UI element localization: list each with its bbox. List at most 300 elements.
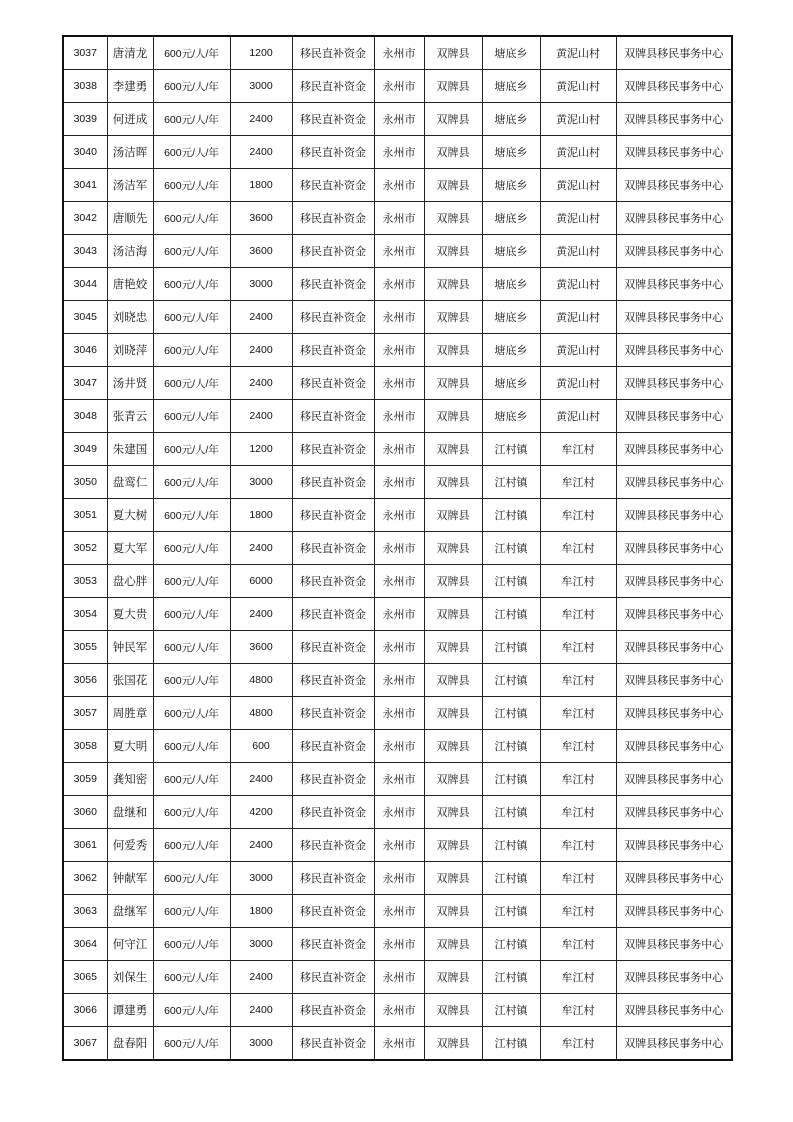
township-cell: 江村镇: [482, 1027, 540, 1061]
subsidy-amount-cell: 3000: [230, 928, 292, 961]
fund-type-cell: 移民直补资金: [292, 301, 374, 334]
city-cell: 永州市: [374, 829, 424, 862]
record-number-cell: 3037: [63, 36, 107, 70]
county-cell: 双牌县: [424, 103, 482, 136]
fund-type-cell: 移民直补资金: [292, 763, 374, 796]
county-cell: 双牌县: [424, 367, 482, 400]
county-cell: 双牌县: [424, 565, 482, 598]
record-number-cell: 3049: [63, 433, 107, 466]
person-name-cell: 盘春阳: [107, 1027, 153, 1061]
record-number-cell: 3047: [63, 367, 107, 400]
fund-type-cell: 移民直补资金: [292, 499, 374, 532]
agency-cell: 双牌县移民事务中心: [616, 895, 732, 928]
city-cell: 永州市: [374, 433, 424, 466]
agency-cell: 双牌县移民事务中心: [616, 400, 732, 433]
subsidy-amount-cell: 2400: [230, 367, 292, 400]
record-number-cell: 3054: [63, 598, 107, 631]
county-cell: 双牌县: [424, 763, 482, 796]
record-number-cell: 3067: [63, 1027, 107, 1061]
agency-cell: 双牌县移民事务中心: [616, 598, 732, 631]
fund-type-cell: 移民直补资金: [292, 895, 374, 928]
agency-cell: 双牌县移民事务中心: [616, 565, 732, 598]
record-number-cell: 3048: [63, 400, 107, 433]
subsidy-standard-cell: 600元/人/年: [153, 367, 230, 400]
subsidy-amount-cell: 4800: [230, 664, 292, 697]
subsidy-amount-cell: 4800: [230, 697, 292, 730]
township-cell: 江村镇: [482, 664, 540, 697]
fund-type-cell: 移民直补资金: [292, 36, 374, 70]
township-cell: 江村镇: [482, 994, 540, 1027]
fund-type-cell: 移民直补资金: [292, 532, 374, 565]
township-cell: 塘底乡: [482, 36, 540, 70]
fund-type-cell: 移民直补资金: [292, 697, 374, 730]
subsidy-standard-cell: 600元/人/年: [153, 862, 230, 895]
village-cell: 牟江村: [540, 598, 616, 631]
county-cell: 双牌县: [424, 730, 482, 763]
township-cell: 塘底乡: [482, 70, 540, 103]
county-cell: 双牌县: [424, 895, 482, 928]
township-cell: 江村镇: [482, 598, 540, 631]
subsidy-standard-cell: 600元/人/年: [153, 631, 230, 664]
table-row: [63, 235, 732, 268]
county-cell: 双牌县: [424, 862, 482, 895]
county-cell: 双牌县: [424, 796, 482, 829]
person-name-cell: 盘心胖: [107, 565, 153, 598]
record-number-cell: 3039: [63, 103, 107, 136]
person-name-cell: 张国花: [107, 664, 153, 697]
record-number-cell: 3050: [63, 466, 107, 499]
record-number-cell: 3056: [63, 664, 107, 697]
subsidy-standard-cell: 600元/人/年: [153, 928, 230, 961]
agency-cell: 双牌县移民事务中心: [616, 664, 732, 697]
village-cell: 黄泥山村: [540, 334, 616, 367]
subsidy-standard-cell: 600元/人/年: [153, 334, 230, 367]
subsidy-amount-cell: 1200: [230, 36, 292, 70]
record-number-cell: 3055: [63, 631, 107, 664]
table-row: [63, 103, 732, 136]
subsidy-standard-cell: 600元/人/年: [153, 829, 230, 862]
subsidy-standard-cell: 600元/人/年: [153, 268, 230, 301]
county-cell: 双牌县: [424, 631, 482, 664]
table-row: [63, 136, 732, 169]
agency-cell: 双牌县移民事务中心: [616, 367, 732, 400]
village-cell: 黄泥山村: [540, 301, 616, 334]
village-cell: 牟江村: [540, 565, 616, 598]
record-number-cell: 3038: [63, 70, 107, 103]
table-row: [63, 697, 732, 730]
agency-cell: 双牌县移民事务中心: [616, 136, 732, 169]
city-cell: 永州市: [374, 928, 424, 961]
subsidy-amount-cell: 2400: [230, 532, 292, 565]
county-cell: 双牌县: [424, 961, 482, 994]
table-row: [63, 631, 732, 664]
record-number-cell: 3045: [63, 301, 107, 334]
city-cell: 永州市: [374, 268, 424, 301]
table-row: [63, 367, 732, 400]
township-cell: 塘底乡: [482, 136, 540, 169]
subsidy-amount-cell: 3000: [230, 1027, 292, 1061]
county-cell: 双牌县: [424, 202, 482, 235]
fund-type-cell: 移民直补资金: [292, 1027, 374, 1061]
record-number-cell: 3066: [63, 994, 107, 1027]
table-row: [63, 202, 732, 235]
township-cell: 塘底乡: [482, 367, 540, 400]
agency-cell: 双牌县移民事务中心: [616, 796, 732, 829]
city-cell: 永州市: [374, 466, 424, 499]
agency-cell: 双牌县移民事务中心: [616, 301, 732, 334]
city-cell: 永州市: [374, 400, 424, 433]
subsidy-amount-cell: 1800: [230, 895, 292, 928]
fund-type-cell: 移民直补资金: [292, 829, 374, 862]
village-cell: 牟江村: [540, 928, 616, 961]
county-cell: 双牌县: [424, 1027, 482, 1061]
county-cell: 双牌县: [424, 169, 482, 202]
township-cell: 江村镇: [482, 961, 540, 994]
county-cell: 双牌县: [424, 433, 482, 466]
agency-cell: 双牌县移民事务中心: [616, 730, 732, 763]
county-cell: 双牌县: [424, 400, 482, 433]
township-cell: 江村镇: [482, 796, 540, 829]
agency-cell: 双牌县移民事务中心: [616, 961, 732, 994]
fund-type-cell: 移民直补资金: [292, 862, 374, 895]
subsidy-standard-cell: 600元/人/年: [153, 565, 230, 598]
city-cell: 永州市: [374, 664, 424, 697]
subsidy-standard-cell: 600元/人/年: [153, 994, 230, 1027]
table-row: [63, 895, 732, 928]
subsidy-amount-cell: 3000: [230, 862, 292, 895]
city-cell: 永州市: [374, 367, 424, 400]
record-number-cell: 3041: [63, 169, 107, 202]
fund-type-cell: 移民直补资金: [292, 796, 374, 829]
subsidy-standard-cell: 600元/人/年: [153, 169, 230, 202]
record-number-cell: 3052: [63, 532, 107, 565]
subsidy-amount-cell: 1800: [230, 499, 292, 532]
subsidy-amount-cell: 2400: [230, 301, 292, 334]
table-row: [63, 565, 732, 598]
subsidy-standard-cell: 600元/人/年: [153, 301, 230, 334]
township-cell: 江村镇: [482, 895, 540, 928]
person-name-cell: 刘晓萍: [107, 334, 153, 367]
township-cell: 江村镇: [482, 532, 540, 565]
subsidy-standard-cell: 600元/人/年: [153, 664, 230, 697]
village-cell: 牟江村: [540, 829, 616, 862]
roster-body: [63, 36, 732, 1060]
fund-type-cell: 移民直补资金: [292, 136, 374, 169]
person-name-cell: 龚知密: [107, 763, 153, 796]
record-number-cell: 3062: [63, 862, 107, 895]
subsidy-standard-cell: 600元/人/年: [153, 70, 230, 103]
city-cell: 永州市: [374, 70, 424, 103]
fund-type-cell: 移民直补资金: [292, 235, 374, 268]
village-cell: 黄泥山村: [540, 70, 616, 103]
county-cell: 双牌县: [424, 36, 482, 70]
record-number-cell: 3042: [63, 202, 107, 235]
agency-cell: 双牌县移民事务中心: [616, 235, 732, 268]
agency-cell: 双牌县移民事务中心: [616, 763, 732, 796]
person-name-cell: 夏大明: [107, 730, 153, 763]
subsidy-standard-cell: 600元/人/年: [153, 796, 230, 829]
city-cell: 永州市: [374, 565, 424, 598]
city-cell: 永州市: [374, 169, 424, 202]
city-cell: 永州市: [374, 532, 424, 565]
agency-cell: 双牌县移民事务中心: [616, 631, 732, 664]
city-cell: 永州市: [374, 301, 424, 334]
fund-type-cell: 移民直补资金: [292, 268, 374, 301]
county-cell: 双牌县: [424, 829, 482, 862]
village-cell: 牟江村: [540, 532, 616, 565]
fund-type-cell: 移民直补资金: [292, 466, 374, 499]
record-number-cell: 3060: [63, 796, 107, 829]
subsidy-standard-cell: 600元/人/年: [153, 697, 230, 730]
township-cell: 江村镇: [482, 730, 540, 763]
subsidy-amount-cell: 2400: [230, 598, 292, 631]
agency-cell: 双牌县移民事务中心: [616, 1027, 732, 1061]
city-cell: 永州市: [374, 763, 424, 796]
township-cell: 塘底乡: [482, 334, 540, 367]
township-cell: 江村镇: [482, 433, 540, 466]
record-number-cell: 3057: [63, 697, 107, 730]
fund-type-cell: 移民直补资金: [292, 400, 374, 433]
fund-type-cell: 移民直补资金: [292, 433, 374, 466]
village-cell: 牟江村: [540, 1027, 616, 1061]
subsidy-amount-cell: 3600: [230, 202, 292, 235]
village-cell: 黄泥山村: [540, 103, 616, 136]
record-number-cell: 3058: [63, 730, 107, 763]
subsidy-amount-cell: 6000: [230, 565, 292, 598]
fund-type-cell: 移民直补资金: [292, 994, 374, 1027]
person-name-cell: 唐顺先: [107, 202, 153, 235]
person-name-cell: 汤洁晖: [107, 136, 153, 169]
subsidy-standard-cell: 600元/人/年: [153, 763, 230, 796]
subsidy-standard-cell: 600元/人/年: [153, 103, 230, 136]
city-cell: 永州市: [374, 895, 424, 928]
record-number-cell: 3065: [63, 961, 107, 994]
city-cell: 永州市: [374, 730, 424, 763]
person-name-cell: 李建勇: [107, 70, 153, 103]
city-cell: 永州市: [374, 697, 424, 730]
village-cell: 牟江村: [540, 796, 616, 829]
record-number-cell: 3051: [63, 499, 107, 532]
subsidy-amount-cell: 1800: [230, 169, 292, 202]
table-row: [63, 961, 732, 994]
agency-cell: 双牌县移民事务中心: [616, 532, 732, 565]
person-name-cell: 汤洁军: [107, 169, 153, 202]
fund-type-cell: 移民直补资金: [292, 70, 374, 103]
city-cell: 永州市: [374, 994, 424, 1027]
village-cell: 黄泥山村: [540, 235, 616, 268]
person-name-cell: 夏大军: [107, 532, 153, 565]
village-cell: 牟江村: [540, 466, 616, 499]
city-cell: 永州市: [374, 631, 424, 664]
subsidy-amount-cell: 2400: [230, 400, 292, 433]
county-cell: 双牌县: [424, 664, 482, 697]
agency-cell: 双牌县移民事务中心: [616, 103, 732, 136]
subsidy-standard-cell: 600元/人/年: [153, 466, 230, 499]
person-name-cell: 钟民军: [107, 631, 153, 664]
fund-type-cell: 移民直补资金: [292, 928, 374, 961]
table-row: [63, 664, 732, 697]
subsidy-standard-cell: 600元/人/年: [153, 400, 230, 433]
subsidy-standard-cell: 600元/人/年: [153, 1027, 230, 1061]
table-row: [63, 763, 732, 796]
subsidy-standard-cell: 600元/人/年: [153, 499, 230, 532]
fund-type-cell: 移民直补资金: [292, 334, 374, 367]
county-cell: 双牌县: [424, 268, 482, 301]
city-cell: 永州市: [374, 136, 424, 169]
subsidy-standard-cell: 600元/人/年: [153, 235, 230, 268]
subsidy-roster-table: [62, 35, 733, 1061]
village-cell: 牟江村: [540, 961, 616, 994]
table-row: [63, 433, 732, 466]
table-row: [63, 466, 732, 499]
county-cell: 双牌县: [424, 136, 482, 169]
table-row: [63, 301, 732, 334]
village-cell: 黄泥山村: [540, 202, 616, 235]
table-row: [63, 334, 732, 367]
table-row: [63, 169, 732, 202]
table-row: [63, 598, 732, 631]
city-cell: 永州市: [374, 796, 424, 829]
city-cell: 永州市: [374, 1027, 424, 1061]
person-name-cell: 盘继和: [107, 796, 153, 829]
subsidy-standard-cell: 600元/人/年: [153, 532, 230, 565]
record-number-cell: 3059: [63, 763, 107, 796]
record-number-cell: 3044: [63, 268, 107, 301]
agency-cell: 双牌县移民事务中心: [616, 433, 732, 466]
subsidy-amount-cell: 2400: [230, 961, 292, 994]
table-row: [63, 829, 732, 862]
table-row: [63, 268, 732, 301]
village-cell: 牟江村: [540, 631, 616, 664]
table-row: [63, 730, 732, 763]
agency-cell: 双牌县移民事务中心: [616, 928, 732, 961]
person-name-cell: 何迸成: [107, 103, 153, 136]
subsidy-standard-cell: 600元/人/年: [153, 36, 230, 70]
subsidy-amount-cell: 2400: [230, 994, 292, 1027]
township-cell: 江村镇: [482, 565, 540, 598]
person-name-cell: 朱建国: [107, 433, 153, 466]
fund-type-cell: 移民直补资金: [292, 730, 374, 763]
table-row: [63, 862, 732, 895]
subsidy-amount-cell: 3000: [230, 70, 292, 103]
record-number-cell: 3053: [63, 565, 107, 598]
county-cell: 双牌县: [424, 499, 482, 532]
subsidy-amount-cell: 4200: [230, 796, 292, 829]
person-name-cell: 钟献军: [107, 862, 153, 895]
agency-cell: 双牌县移民事务中心: [616, 499, 732, 532]
township-cell: 塘底乡: [482, 202, 540, 235]
township-cell: 塘底乡: [482, 400, 540, 433]
subsidy-amount-cell: 2400: [230, 136, 292, 169]
person-name-cell: 刘晓忠: [107, 301, 153, 334]
county-cell: 双牌县: [424, 598, 482, 631]
table-row: [63, 532, 732, 565]
subsidy-amount-cell: 2400: [230, 763, 292, 796]
village-cell: 黄泥山村: [540, 367, 616, 400]
village-cell: 牟江村: [540, 499, 616, 532]
county-cell: 双牌县: [424, 70, 482, 103]
person-name-cell: 汤井贤: [107, 367, 153, 400]
subsidy-standard-cell: 600元/人/年: [153, 961, 230, 994]
agency-cell: 双牌县移民事务中心: [616, 829, 732, 862]
person-name-cell: 何守江: [107, 928, 153, 961]
fund-type-cell: 移民直补资金: [292, 565, 374, 598]
table-row: [63, 796, 732, 829]
subsidy-amount-cell: 2400: [230, 829, 292, 862]
city-cell: 永州市: [374, 862, 424, 895]
village-cell: 牟江村: [540, 763, 616, 796]
township-cell: 江村镇: [482, 928, 540, 961]
subsidy-standard-cell: 600元/人/年: [153, 895, 230, 928]
county-cell: 双牌县: [424, 334, 482, 367]
subsidy-standard-cell: 600元/人/年: [153, 433, 230, 466]
village-cell: 黄泥山村: [540, 268, 616, 301]
city-cell: 永州市: [374, 334, 424, 367]
fund-type-cell: 移民直补资金: [292, 631, 374, 664]
subsidy-standard-cell: 600元/人/年: [153, 598, 230, 631]
city-cell: 永州市: [374, 598, 424, 631]
village-cell: 牟江村: [540, 994, 616, 1027]
agency-cell: 双牌县移民事务中心: [616, 202, 732, 235]
city-cell: 永州市: [374, 103, 424, 136]
subsidy-amount-cell: 2400: [230, 103, 292, 136]
city-cell: 永州市: [374, 499, 424, 532]
record-number-cell: 3063: [63, 895, 107, 928]
county-cell: 双牌县: [424, 697, 482, 730]
person-name-cell: 盘继军: [107, 895, 153, 928]
document-page: [62, 35, 731, 1061]
village-cell: 牟江村: [540, 895, 616, 928]
table-row: [63, 70, 732, 103]
fund-type-cell: 移民直补资金: [292, 367, 374, 400]
city-cell: 永州市: [374, 36, 424, 70]
agency-cell: 双牌县移民事务中心: [616, 862, 732, 895]
village-cell: 牟江村: [540, 664, 616, 697]
township-cell: 塘底乡: [482, 268, 540, 301]
township-cell: 江村镇: [482, 763, 540, 796]
table-row: [63, 400, 732, 433]
fund-type-cell: 移民直补资金: [292, 664, 374, 697]
agency-cell: 双牌县移民事务中心: [616, 697, 732, 730]
village-cell: 牟江村: [540, 697, 616, 730]
township-cell: 江村镇: [482, 631, 540, 664]
village-cell: 黄泥山村: [540, 36, 616, 70]
agency-cell: 双牌县移民事务中心: [616, 334, 732, 367]
record-number-cell: 3043: [63, 235, 107, 268]
county-cell: 双牌县: [424, 928, 482, 961]
fund-type-cell: 移民直补资金: [292, 103, 374, 136]
table-row: [63, 928, 732, 961]
township-cell: 江村镇: [482, 829, 540, 862]
village-cell: 黄泥山村: [540, 400, 616, 433]
village-cell: 黄泥山村: [540, 169, 616, 202]
township-cell: 塘底乡: [482, 235, 540, 268]
village-cell: 牟江村: [540, 730, 616, 763]
agency-cell: 双牌县移民事务中心: [616, 70, 732, 103]
person-name-cell: 夏大贵: [107, 598, 153, 631]
city-cell: 永州市: [374, 235, 424, 268]
township-cell: 塘底乡: [482, 301, 540, 334]
subsidy-amount-cell: 1200: [230, 433, 292, 466]
person-name-cell: 汤洁海: [107, 235, 153, 268]
fund-type-cell: 移民直补资金: [292, 202, 374, 235]
person-name-cell: 谭建勇: [107, 994, 153, 1027]
table-row: [63, 36, 732, 70]
agency-cell: 双牌县移民事务中心: [616, 169, 732, 202]
subsidy-amount-cell: 3600: [230, 235, 292, 268]
township-cell: 塘底乡: [482, 103, 540, 136]
table-row: [63, 499, 732, 532]
